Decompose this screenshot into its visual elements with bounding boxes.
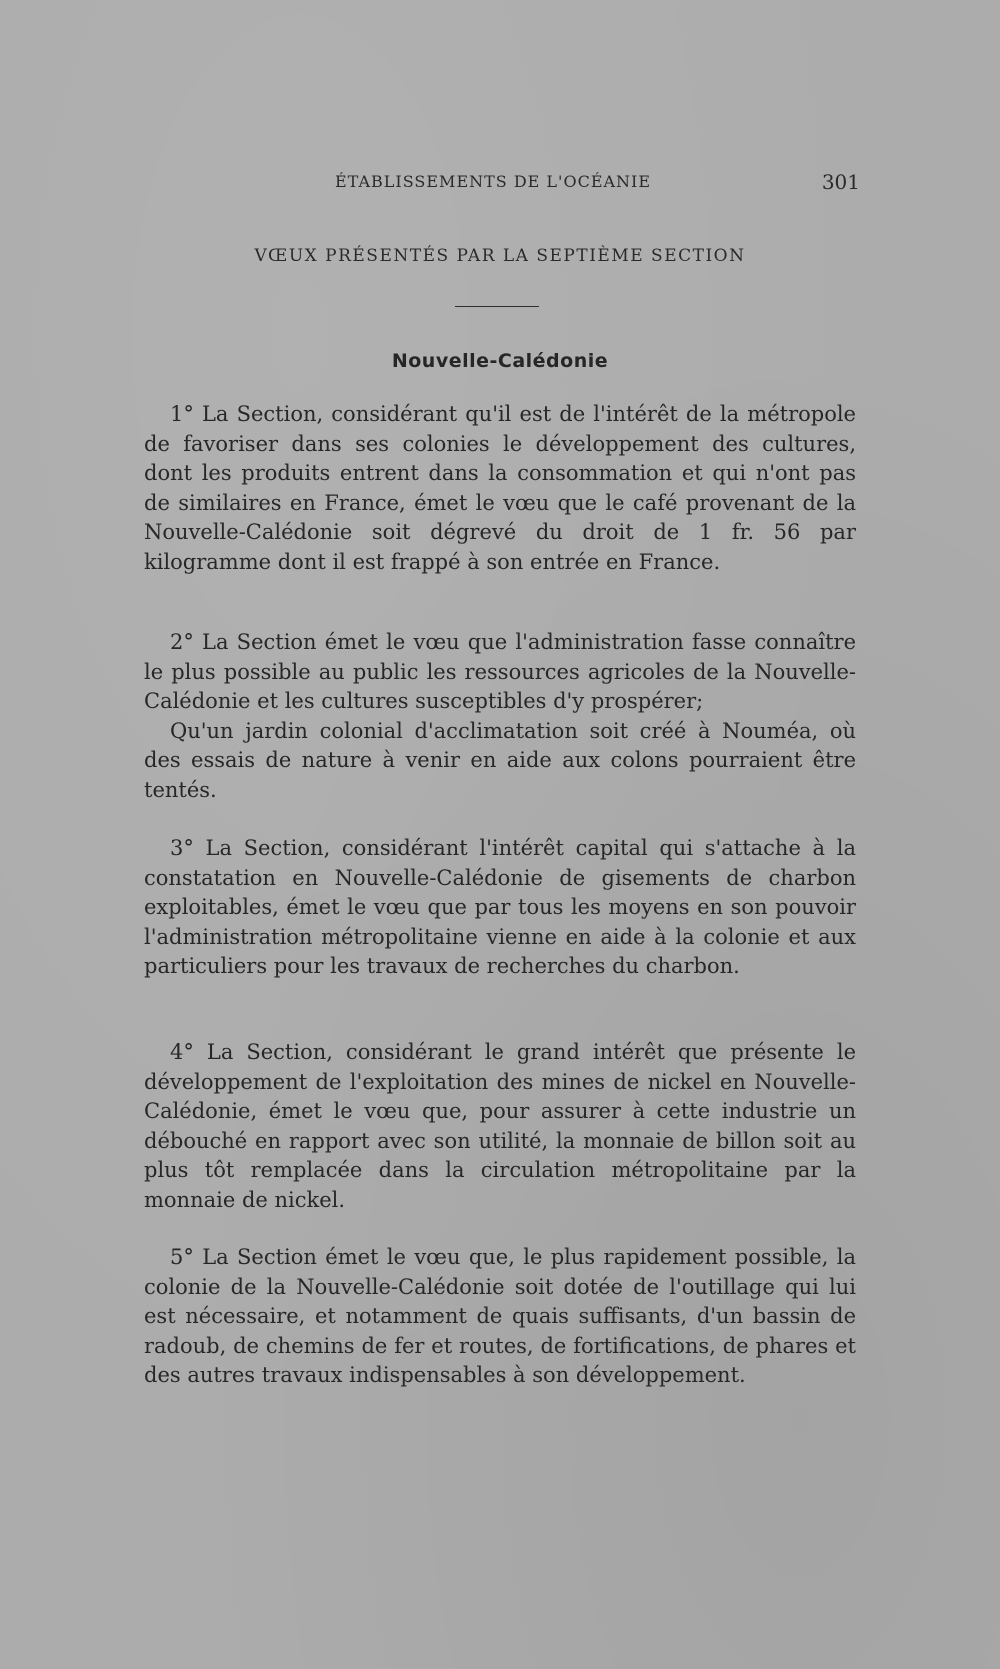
paragraph-2-continuation-text: Qu'un jardin colonial d'acclimatation soit créé à Nouméa, où des essais de nature à venir en aide aux colons pourraient être tentés. <box>144 718 856 802</box>
paragraph-3 <box>144 834 856 982</box>
paragraph-5 <box>144 1243 856 1391</box>
paragraph-1-text: 1° La Section, considérant qu'il est de l'intérêt de la métropole de favoriser dans ses colonies le développement des cultures, dont les produits entrent dans la consommation et qui n'ont pas de similaires en France, émet le vœu que le café provenant de la Nouvelle-Calédonie soit dégrevé du droit de 1 fr. 56 par kilogramme dont il est frappé à son entrée en France. <box>144 402 856 574</box>
divider-rule <box>455 306 539 307</box>
paragraph-2 <box>144 628 856 805</box>
running-head <box>140 172 860 202</box>
paragraph-4-text: 4° La Section, considérant le grand intérêt que présente le développement de l'exploitation des mines de nickel en Nouvelle-Calédonie, émet le vœu que, pour assurer à cette industrie un débouché en rapport avec son utilité, la monnaie de billon soit au plus tôt remplacée dans la circulation métropolitaine par la monnaie de nickel. <box>144 1040 856 1212</box>
running-title: ÉTABLISSEMENTS DE L'OCÉANIE <box>335 172 652 191</box>
paragraph-4 <box>144 1038 856 1215</box>
paragraph-2-text: 2° La Section émet le vœu que l'administration fasse connaître le plus possible au public les ressources agricoles de la Nouvelle-Calédonie et les cultures susceptibles d'y prospérer; <box>144 630 856 713</box>
paragraph-5-text: 5° La Section émet le vœu que, le plus rapidement possible, la colonie de la Nouvelle-Calédonie soit dotée de l'outillage qui lui est nécessaire, et notamment de quais suffisants, d'un bassin de radoub, de chemins de fer et routes, de fortifications, de phares et des autres travaux indispensables à son développement. <box>144 1245 856 1387</box>
subheading: Nouvelle-Calédonie <box>391 350 609 372</box>
paragraph-1 <box>144 400 856 577</box>
section-heading: VŒUX PRÉSENTÉS PAR LA SEPTIÈME SECTION <box>254 246 746 266</box>
page-number: 301 <box>821 170 860 194</box>
paragraph-3-text: 3° La Section, considérant l'intérêt capital qui s'attache à la constatation en Nouvelle-Calédonie de gisements de charbon exploitables, émet le vœu que par tous les moyens en son pouvoir l'administration métropolitaine vienne en aide à la colonie et aux particuliers pour les travaux de recherches du charbon. <box>144 836 856 978</box>
